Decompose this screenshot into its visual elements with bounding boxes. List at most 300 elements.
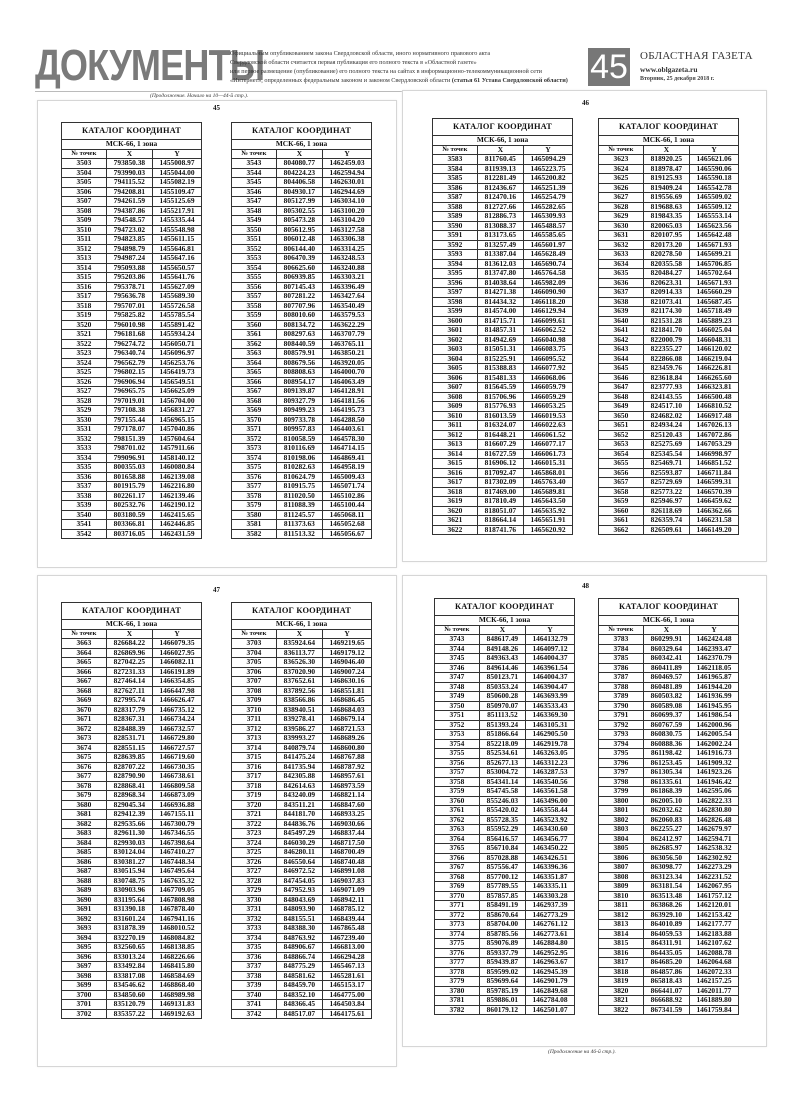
table-row (599, 487, 739, 497)
coordinate-x: 807707.96 (276, 301, 322, 311)
coordinate-y: 1465467.13 (322, 962, 371, 972)
point-number: 3517 (62, 292, 107, 302)
coordinate-y: 1464958.19 (322, 463, 371, 473)
coordinate-x: 815706.96 (477, 392, 523, 402)
coordinate-y: 1466040.98 (523, 335, 572, 345)
coordinate-y: 1461909.32 (689, 758, 738, 768)
coordinate-y: 1468439.44 (322, 914, 371, 924)
table-row (232, 715, 372, 725)
table-title: КАТАЛОГ КООРДИНАТ (433, 119, 573, 136)
table-row (62, 358, 202, 368)
coordinate-x: 794115.52 (106, 178, 152, 188)
point-number: 3701 (62, 1000, 107, 1010)
coordinate-y: 1464714.15 (322, 444, 371, 454)
coordinate-y: 1465868.01 (523, 468, 572, 478)
coordinate-y: 1462011.77 (689, 986, 738, 996)
table-row (435, 635, 575, 645)
table-title-row (435, 599, 575, 616)
table-row (232, 933, 372, 943)
coordinate-y: 1463312.23 (525, 758, 574, 768)
coordinate-x: 815776.93 (477, 402, 523, 412)
point-number: 3538 (62, 491, 107, 501)
table-row (599, 910, 739, 920)
point-number: 3689 (62, 886, 107, 896)
point-number: 3635 (599, 269, 644, 279)
coordinate-x: 832270.19 (106, 933, 152, 943)
coordinate-x: 847952.93 (276, 886, 322, 896)
point-number: 3761 (435, 806, 480, 816)
coordinate-x: 810198.06 (276, 453, 322, 463)
point-number: 3733 (232, 924, 277, 934)
coordinate-x: 798151.39 (106, 434, 152, 444)
coordinate-y: 1466998.97 (689, 449, 738, 459)
coordinate-x: 853004.72 (479, 768, 525, 778)
coordinate-y: 1455726.58 (152, 301, 201, 311)
table-row (62, 225, 202, 235)
point-number: 3642 (599, 335, 644, 345)
coordinate-y: 1466711.84 (689, 468, 738, 478)
table-row (62, 235, 202, 245)
table-row (232, 772, 372, 782)
coordinate-y: 1456096.97 (152, 349, 201, 359)
coordinate-y: 1462773.61 (525, 929, 574, 939)
point-number: 3783 (599, 635, 644, 645)
point-number: 3682 (62, 819, 107, 829)
point-number: 3539 (62, 501, 107, 511)
table-row (599, 459, 739, 469)
table-row (232, 482, 372, 492)
coordinate-x: 835120.79 (106, 1000, 152, 1010)
point-number: 3809 (599, 882, 644, 892)
table-row (62, 867, 202, 877)
table-row (62, 510, 202, 520)
sheet-page-number: 45 (213, 104, 220, 112)
table-row (599, 996, 739, 1006)
point-number: 3599 (433, 307, 478, 317)
table-row (232, 235, 372, 245)
point-number: 3535 (62, 463, 107, 473)
coordinate-y: 1468415.80 (152, 962, 201, 972)
coordinate-y: 1457040.86 (152, 425, 201, 435)
table-row (599, 654, 739, 664)
coordinate-x: 859439.87 (479, 958, 525, 968)
point-number: 3818 (599, 967, 644, 977)
table-row (435, 682, 575, 692)
coordinate-y: 1462177.77 (689, 920, 738, 930)
coordinate-x: 834546.62 (106, 981, 152, 991)
column-header-y: Y (689, 145, 738, 155)
coordinate-y: 1468226.66 (152, 952, 201, 962)
table-row (232, 311, 372, 321)
point-number: 3719 (232, 791, 277, 801)
coordinate-x: 811939.13 (477, 164, 523, 174)
coordinate-y: 1468847.60 (322, 800, 371, 810)
coordinate-x: 804224.23 (276, 168, 322, 178)
table-row (232, 425, 372, 435)
coordinate-y: 1467300.79 (152, 819, 201, 829)
coordinate-x: 816906.12 (477, 459, 523, 469)
coordinate-y: 1462216.80 (152, 482, 201, 492)
point-number: 3528 (62, 396, 107, 406)
table-row (62, 244, 202, 254)
table-subtitle-row (232, 620, 372, 630)
coordinate-y: 1468837.44 (322, 829, 371, 839)
coordinate-x: 794261.59 (106, 197, 152, 207)
coordinate-x: 809327.79 (276, 396, 322, 406)
coordinate-x: 864311.91 (643, 939, 689, 949)
table-row (232, 781, 372, 791)
table-row (62, 715, 202, 725)
table-row (435, 996, 575, 1006)
coordinate-x: 812436.67 (477, 183, 523, 193)
table-row (232, 810, 372, 820)
table-row (62, 971, 202, 981)
coordinate-y: 1461916.73 (689, 749, 738, 759)
coordinate-y: 1466062.52 (523, 326, 572, 336)
coordinate-y: 1465590.06 (689, 164, 738, 174)
table-row (435, 948, 575, 958)
legal-line-text: «Интернет», определенных федеральным законом и законом Свердловской области (230, 77, 451, 84)
coordinate-y: 1462952.95 (525, 948, 574, 958)
point-number: 3657 (599, 478, 644, 488)
point-number: 3674 (62, 743, 107, 753)
point-number: 3575 (232, 463, 277, 473)
point-number: 3532 (62, 434, 107, 444)
coordinate-x: 830903.96 (106, 886, 152, 896)
coordinate-y: 1462630.01 (322, 178, 371, 188)
coordinate-x: 848155.51 (276, 914, 322, 924)
table-header-row (232, 629, 372, 639)
point-number: 3695 (62, 943, 107, 953)
coordinate-x: 831195.64 (106, 895, 152, 905)
point-number: 3518 (62, 301, 107, 311)
coordinate-x: 863056.50 (643, 853, 689, 863)
coordinate-x: 814038.64 (477, 278, 523, 288)
table-title: КАТАЛОГ КООРДИНАТ (599, 119, 739, 136)
coordinate-y: 1469071.09 (322, 886, 371, 896)
table-row (599, 231, 739, 241)
coordinate-x: 810915.75 (276, 482, 322, 492)
coordinate-x: 863123.34 (643, 872, 689, 882)
table-row (62, 387, 202, 397)
table-row (433, 240, 573, 250)
table-row (232, 696, 372, 706)
point-number: 3638 (599, 297, 644, 307)
point-number: 3741 (232, 1000, 277, 1010)
point-number: 3801 (599, 806, 644, 816)
coordinate-y: 1468821.14 (322, 791, 371, 801)
point-number: 3556 (232, 282, 277, 292)
coordinate-y: 1468717.50 (322, 838, 371, 848)
coordinate-y: 1466851.52 (689, 459, 738, 469)
table-row (232, 453, 372, 463)
coordinate-y: 1467709.05 (152, 886, 201, 896)
coordinate-x: 815225.91 (477, 354, 523, 364)
coordinate-x: 841735.94 (276, 762, 322, 772)
point-number: 3640 (599, 316, 644, 326)
coordinate-y: 1466354.85 (152, 677, 201, 687)
coordinate-y: 1461946.42 (689, 777, 738, 787)
table-row (62, 1009, 202, 1019)
table-subtitle: МСК-66, 1 зона (599, 616, 739, 626)
coordinate-x: 808297.63 (276, 330, 322, 340)
point-number: 3690 (62, 895, 107, 905)
table-row (433, 259, 573, 269)
coordinate-x: 824934.24 (643, 421, 689, 431)
table-row (232, 743, 372, 753)
point-number: 3688 (62, 876, 107, 886)
coordinate-y: 1467865.48 (322, 924, 371, 934)
point-number: 3601 (433, 326, 478, 336)
continued-from: (Продолжение. Начало на 10—44-й стр.). (150, 93, 249, 99)
column-header-number: № точек (599, 145, 644, 155)
sheet-page-number: 47 (213, 586, 220, 594)
coordinate-x: 860179.12 (479, 1005, 525, 1015)
coordinate-x: 809957.83 (276, 425, 322, 435)
table-row (62, 990, 202, 1000)
point-number: 3686 (62, 857, 107, 867)
point-number: 3670 (62, 705, 107, 715)
coordinate-x: 847454.05 (276, 876, 322, 886)
coordinate-x: 826509.61 (643, 525, 689, 535)
table-row (435, 711, 575, 721)
table-row (433, 392, 573, 402)
point-number: 3637 (599, 288, 644, 298)
point-number: 3611 (433, 421, 478, 431)
table-row (599, 796, 739, 806)
coordinate-catalog-table (598, 118, 739, 535)
point-number: 3662 (599, 525, 644, 535)
coordinate-y: 1463287.53 (525, 768, 574, 778)
table-row (435, 939, 575, 949)
table-row (599, 872, 739, 882)
coordinate-y: 1466727.57 (152, 743, 201, 753)
point-number: 3577 (232, 482, 277, 492)
table-row (62, 848, 202, 858)
coordinate-x: 857556.47 (479, 863, 525, 873)
coordinate-x: 864685.20 (643, 958, 689, 968)
table-row (599, 383, 739, 393)
table-subtitle-row (599, 616, 739, 626)
table-row (433, 269, 573, 279)
table-title: КАТАЛОГ КООРДИНАТ (62, 603, 202, 620)
coordinate-y: 1462431.59 (152, 529, 201, 539)
coordinate-x: 819556.69 (643, 193, 689, 203)
point-number: 3563 (232, 349, 277, 359)
table-row (433, 373, 573, 383)
point-number: 3546 (232, 187, 277, 197)
coordinate-x: 806625.60 (276, 263, 322, 273)
table-row (599, 402, 739, 412)
point-number: 3749 (435, 692, 480, 702)
point-number: 3802 (599, 815, 644, 825)
coordinate-x: 848581.62 (276, 971, 322, 981)
column-header-number: № точек (433, 145, 478, 155)
coordinate-y: 1455627.09 (152, 282, 201, 292)
coordinate-x: 860888.36 (643, 739, 689, 749)
coordinate-x: 837892.56 (276, 686, 322, 696)
coordinate-x: 859785.19 (479, 986, 525, 996)
point-number: 3734 (232, 933, 277, 943)
table-row (435, 986, 575, 996)
coordinate-y: 1466459.62 (689, 497, 738, 507)
coordinate-y: 1465153.17 (322, 981, 371, 991)
coordinate-y: 1462393.47 (689, 644, 738, 654)
point-number: 3656 (599, 468, 644, 478)
point-number: 3706 (232, 667, 277, 677)
point-number: 3764 (435, 834, 480, 844)
coordinate-x: 795093.88 (106, 263, 152, 273)
table-row (599, 1005, 739, 1015)
point-number: 3617 (433, 478, 478, 488)
coordinate-y: 1463920.05 (322, 358, 371, 368)
table-row (599, 901, 739, 911)
coordinate-y: 1455646.81 (152, 244, 201, 254)
table-row (433, 402, 573, 412)
table-row (435, 958, 575, 968)
coordinate-y: 1457604.64 (152, 434, 201, 444)
coordinate-y: 1462830.80 (689, 806, 738, 816)
coordinate-x: 866441.07 (643, 986, 689, 996)
coordinate-y: 1464004.37 (525, 654, 574, 664)
table-row (62, 472, 202, 482)
coordinate-y: 1463850.21 (322, 349, 371, 359)
table-row (599, 825, 739, 835)
coordinate-x: 827042.25 (106, 658, 152, 668)
coordinate-y: 1466917.48 (689, 411, 738, 421)
coordinate-x: 795378.71 (106, 282, 152, 292)
coordinate-y: 1464063.49 (322, 377, 371, 387)
point-number: 3784 (599, 644, 644, 654)
coordinate-y: 1464775.00 (322, 990, 371, 1000)
table-row (435, 644, 575, 654)
coordinate-y: 1465718.49 (689, 307, 738, 317)
point-number: 3664 (62, 648, 107, 658)
point-number: 3531 (62, 425, 107, 435)
point-number: 3650 (599, 411, 644, 421)
point-number: 3678 (62, 781, 107, 791)
point-number: 3797 (599, 768, 644, 778)
coordinate-y: 1466732.57 (152, 724, 201, 734)
table-row (232, 415, 372, 425)
table-title-row (232, 603, 372, 620)
coordinate-x: 825120.43 (643, 430, 689, 440)
coordinate-y: 1455217.91 (152, 206, 201, 216)
point-number: 3585 (433, 174, 478, 184)
table-row (62, 197, 202, 207)
point-number: 3756 (435, 758, 480, 768)
coordinate-x: 807145.43 (276, 282, 322, 292)
point-number: 3800 (599, 796, 644, 806)
table-row (599, 977, 739, 987)
point-number: 3537 (62, 482, 107, 492)
coordinate-y: 1462945.39 (525, 967, 574, 977)
table-row (232, 753, 372, 763)
coordinate-y: 1466025.04 (689, 326, 738, 336)
table-row (599, 164, 739, 174)
issue-date: Вторник, 25 декабря 2018 г. (640, 76, 715, 82)
coordinate-y: 1466734.24 (152, 715, 201, 725)
point-number: 3621 (433, 516, 478, 526)
point-number: 3812 (599, 910, 644, 920)
table-title: КАТАЛОГ КООРДИНАТ (232, 603, 372, 620)
coordinate-y: 1462183.88 (689, 929, 738, 939)
point-number: 3787 (599, 673, 644, 683)
coordinate-x: 803180.59 (106, 510, 152, 520)
point-number: 3629 (599, 212, 644, 222)
coordinate-y: 1463306.38 (322, 235, 371, 245)
point-number: 3768 (435, 872, 480, 882)
table-row (599, 269, 739, 279)
point-number: 3597 (433, 288, 478, 298)
table-header-row (435, 625, 575, 635)
table-row (599, 711, 739, 721)
table-row (435, 977, 575, 987)
coordinate-y: 1463707.79 (322, 330, 371, 340)
point-number: 3584 (433, 164, 478, 174)
point-number: 3807 (599, 863, 644, 873)
table-row (62, 273, 202, 283)
point-number: 3721 (232, 810, 277, 820)
table-row (232, 667, 372, 677)
table-row (232, 867, 372, 877)
coordinate-x: 823618.84 (643, 373, 689, 383)
point-number: 3782 (435, 1005, 480, 1015)
table-row (433, 278, 573, 288)
column-header-number: № точек (62, 149, 107, 159)
table-row (599, 948, 739, 958)
point-number: 3680 (62, 800, 107, 810)
newspaper-site[interactable]: www.oblgazeta.ru (640, 65, 698, 74)
coordinate-x: 838940.51 (276, 705, 322, 715)
coordinate-y: 1467072.86 (689, 430, 738, 440)
point-number: 3739 (232, 981, 277, 991)
table-row (599, 478, 739, 488)
table-row (62, 952, 202, 962)
coordinate-y: 1469030.66 (322, 819, 371, 829)
coordinate-x: 794898.79 (106, 244, 152, 254)
point-number: 3722 (232, 819, 277, 829)
table-row (599, 692, 739, 702)
table-row (433, 307, 573, 317)
coordinate-x: 862060.83 (643, 815, 689, 825)
coordinate-x: 843511.21 (276, 800, 322, 810)
point-number: 3698 (62, 971, 107, 981)
table-row (599, 768, 739, 778)
point-number: 3574 (232, 453, 277, 463)
point-number: 3752 (435, 720, 480, 730)
point-number: 3702 (62, 1009, 107, 1019)
coordinate-x: 816013.59 (477, 411, 523, 421)
point-number: 3819 (599, 977, 644, 987)
table-row (599, 525, 739, 535)
table-row (599, 259, 739, 269)
table-row (599, 986, 739, 996)
coordinate-y: 1462139.08 (152, 472, 201, 482)
coordinate-x: 825275.69 (643, 440, 689, 450)
table-row (232, 301, 372, 311)
point-number: 3708 (232, 686, 277, 696)
coordinate-x: 838566.86 (276, 696, 322, 706)
table-title-row (232, 123, 372, 140)
point-number: 3712 (232, 724, 277, 734)
coordinate-y: 1456831.27 (152, 406, 201, 416)
coordinate-x: 814271.38 (477, 288, 523, 298)
table-row (435, 749, 575, 759)
coordinate-x: 822355.27 (643, 345, 689, 355)
table-row (232, 444, 372, 454)
coordinate-x: 859076.89 (479, 939, 525, 949)
